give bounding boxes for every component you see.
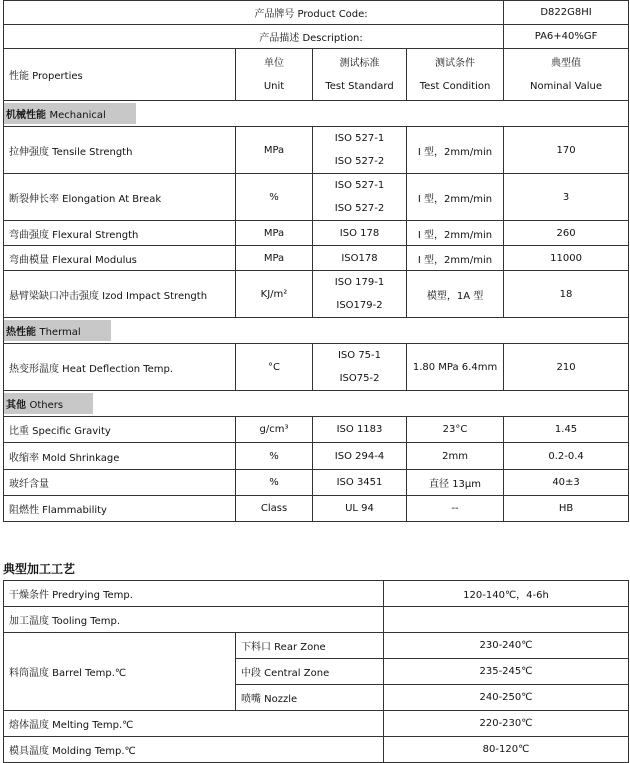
flammability-standard: UL 94: [313, 496, 407, 522]
flex-strength-condition: I 型，2mm/min: [407, 221, 504, 246]
flex-modulus-unit: MPa: [236, 246, 313, 271]
shrinkage-standard: ISO 294-4: [313, 443, 407, 470]
flammability-value: HB: [504, 496, 629, 522]
barrel-name: 料筒温度 Barrel Temp.℃: [4, 633, 236, 711]
tooling-value: [384, 607, 629, 633]
section-others-en: Others: [29, 400, 64, 411]
section-others: [4, 391, 629, 417]
table-row: [4, 127, 629, 174]
tensile-unit: MPa: [236, 127, 313, 174]
process-row: [4, 633, 629, 659]
description-row: [4, 25, 629, 49]
process-row: [4, 607, 629, 633]
molding-name: 模具温度 Molding Temp.℃: [4, 737, 384, 763]
col-unit: [236, 49, 313, 101]
col-value-cn: 典型值: [551, 57, 582, 69]
izod-std1: ISO 179-1: [334, 277, 385, 288]
hdt-standard: [313, 344, 407, 391]
col-condition: [407, 49, 504, 101]
table-row: [4, 246, 629, 271]
flex-strength-unit: MPa: [236, 221, 313, 246]
section-mechanical-cn: 机械性能: [6, 110, 46, 121]
section-others-cn: 其他: [6, 400, 26, 411]
col-unit-cn: 单位: [264, 57, 284, 69]
col-value: [504, 49, 629, 101]
tensile-condition: I 型，2mm/min: [407, 127, 504, 174]
tensile-standard: [313, 127, 407, 174]
melting-value: 220-230℃: [384, 711, 629, 737]
elongation-standard: [313, 174, 407, 221]
elongation-unit: %: [236, 174, 313, 221]
shrinkage-condition: 2mm: [407, 443, 504, 470]
table-row: [4, 221, 629, 246]
izod-condition: 模塑，1A 型: [407, 271, 504, 318]
section-others-cell: [4, 391, 629, 417]
izod-name: 悬臂梁缺口冲击强度 Izod Impact Strength: [4, 271, 236, 318]
col-standard: [313, 49, 407, 101]
molding-value: 80-120℃: [384, 737, 629, 763]
description-value: PA6+40%GF: [504, 25, 629, 49]
flex-modulus-value: 11000: [504, 246, 629, 271]
flammability-name: 阻燃性 Flammability: [4, 496, 236, 522]
drying-value: 120-140℃，4-6h: [384, 581, 629, 607]
section-mechanical-cell: [4, 101, 629, 127]
hdt-unit: °C: [236, 344, 313, 391]
glass-condition: 直径 13μm: [407, 470, 504, 496]
section-thermal-cell: [4, 318, 629, 344]
col-unit-en: Unit: [263, 80, 285, 92]
properties-table: [3, 0, 629, 522]
table-row: [4, 470, 629, 496]
section-others-label: [4, 393, 93, 414]
nozzle-value: 240-250℃: [384, 685, 629, 711]
product-code-row: [4, 1, 629, 25]
rear-zone-name: 下料口 Rear Zone: [236, 633, 384, 659]
col-condition-cn: 测试条件: [435, 57, 476, 69]
process-table: [3, 580, 629, 763]
process-title: 典型加工工艺: [3, 562, 76, 576]
elongation-std1: ISO 527-1: [334, 180, 385, 191]
section-thermal-en: Thermal: [39, 327, 81, 338]
glass-name: 玻纤含量: [4, 470, 236, 496]
hdt-value: 210: [504, 344, 629, 391]
elongation-condition: I 型，2mm/min: [407, 174, 504, 221]
tensile-value: 170: [504, 127, 629, 174]
section-thermal-cn: 热性能: [6, 327, 36, 338]
flex-strength-value: 260: [504, 221, 629, 246]
flex-modulus-condition: I 型，2mm/min: [407, 246, 504, 271]
glass-unit: %: [236, 470, 313, 496]
flammability-condition: --: [407, 496, 504, 522]
gravity-unit: g/cm³: [236, 417, 313, 443]
flex-strength-name: 弯曲强度 Flexural Strength: [4, 221, 236, 246]
section-thermal: [4, 318, 629, 344]
column-header-row: [4, 49, 629, 101]
melting-name: 熔体温度 Melting Temp.℃: [4, 711, 384, 737]
flex-modulus-standard: ISO178: [313, 246, 407, 271]
shrinkage-name: 收缩率 Mold Shrinkage: [4, 443, 236, 470]
table-row: [4, 344, 629, 391]
hdt-std2: ISO75-2: [339, 373, 380, 384]
gravity-name: 比重 Specific Gravity: [4, 417, 236, 443]
col-standard-cn: 测试标准: [339, 57, 380, 69]
flex-strength-standard: ISO 178: [313, 221, 407, 246]
glass-value: 40±3: [504, 470, 629, 496]
izod-standard: [313, 271, 407, 318]
description-label: 产品描述 Description:: [4, 25, 504, 49]
izod-unit: KJ/m²: [236, 271, 313, 318]
section-thermal-label: [4, 320, 111, 341]
process-row: [4, 711, 629, 737]
table-row: [4, 417, 629, 443]
table-row: [4, 174, 629, 221]
product-code-value: D822G8HI: [504, 1, 629, 25]
elongation-value: 3: [504, 174, 629, 221]
tooling-name: 加工温度 Tooling Temp.: [4, 607, 384, 633]
central-zone-value: 235-245℃: [384, 659, 629, 685]
shrinkage-unit: %: [236, 443, 313, 470]
process-row: [4, 581, 629, 607]
col-value-en: Nominal Value: [530, 80, 603, 92]
izod-std2: ISO179-2: [336, 300, 383, 311]
tensile-std2: ISO 527-2: [334, 156, 385, 167]
hdt-name: 热变形温度 Heat Deflection Temp.: [4, 344, 236, 391]
col-standard-en: Test Standard: [325, 80, 394, 92]
nozzle-name: 喷嘴 Nozzle: [236, 685, 384, 711]
table-row: [4, 271, 629, 318]
shrinkage-value: 0.2-0.4: [504, 443, 629, 470]
elongation-std2: ISO 527-2: [334, 203, 385, 214]
elongation-name: 断裂伸长率 Elongation At Break: [4, 174, 236, 221]
izod-value: 18: [504, 271, 629, 318]
central-zone-name: 中段 Central Zone: [236, 659, 384, 685]
drying-name: 干燥条件 Predrying Temp.: [4, 581, 384, 607]
table-row: [4, 443, 629, 470]
gravity-condition: 23°C: [407, 417, 504, 443]
hdt-condition: 1.80 MPa 6.4mm: [407, 344, 504, 391]
section-mechanical-en: Mechanical: [49, 110, 106, 121]
flex-modulus-name: 弯曲模量 Flexural Modulus: [4, 246, 236, 271]
tensile-std1: ISO 527-1: [334, 133, 385, 144]
gravity-standard: ISO 1183: [313, 417, 407, 443]
glass-standard: ISO 3451: [313, 470, 407, 496]
section-mechanical: [4, 101, 629, 127]
col-property: 性能 Properties: [4, 49, 236, 101]
col-condition-en: Test Condition: [419, 80, 491, 92]
gravity-value: 1.45: [504, 417, 629, 443]
product-code-label: 产品牌号 Product Code:: [4, 1, 504, 25]
hdt-std1: ISO 75-1: [337, 350, 382, 361]
table-row: [4, 496, 629, 522]
rear-zone-value: 230-240℃: [384, 633, 629, 659]
section-mechanical-label: [4, 103, 136, 124]
flammability-unit: Class: [236, 496, 313, 522]
tensile-name: 拉伸强度 Tensile Strength: [4, 127, 236, 174]
